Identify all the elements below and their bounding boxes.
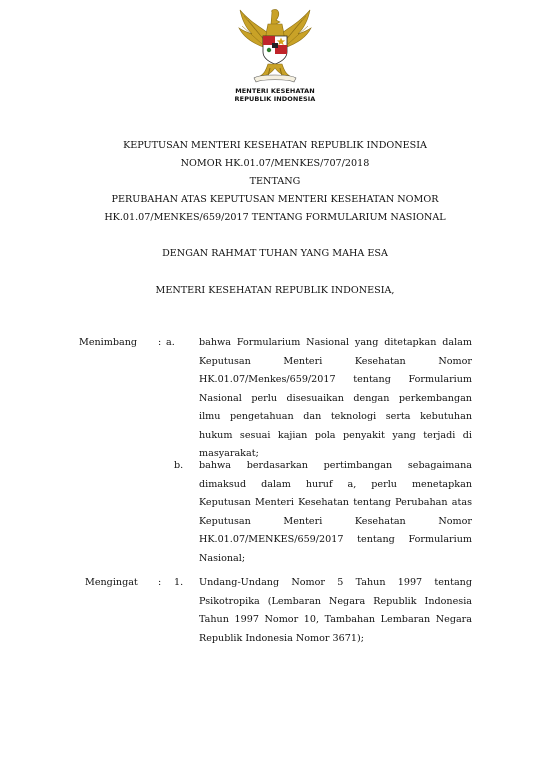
menimbang-item-a-marker: a. [166,337,175,348]
document-number: NOMOR HK.01.07/MENKES/707/2018 [180,158,370,169]
issuer-line: MENTERI KESEHATAN REPUBLIK INDONESIA, [155,285,395,296]
text-line: HK.01.07/MENKES/659/2017 tentang Formularium [199,534,472,545]
text-line: Republik Indonesia Nomor 3671); [199,632,364,644]
emblem-caption-line2: REPUBLIK INDONESIA [234,95,316,103]
text-line: HK.01.07/Menkes/659/2017 tentang Formularium [199,374,472,385]
mengingat-colon: : [158,577,162,588]
text-line: masyarakat; [199,448,259,459]
mengingat-item-1-text [199,577,472,651]
menimbang-colon: : [158,337,162,348]
mengingat-item-1-marker: 1. [174,577,184,588]
menimbang-item-a-text [199,337,472,467]
menimbang-item-b-marker: b. [174,460,184,471]
text-line: Undang-Undang Nomor 5 Tahun 1997 tentang [199,577,472,588]
text-line: Psikotropika (Lembaran Negara Republik Indonesia [199,595,472,607]
blessing-line: DENGAN RAHMAT TUHAN YANG MAHA ESA [162,248,388,259]
text-line: Keputusan Menteri Kesehatan Nomor [199,515,472,527]
menimbang-item-b-text [199,460,472,571]
document-subject-line2: HK.01.07/MENKES/659/2017 TENTANG FORMULARIUM NASIONAL [104,212,446,223]
text-line: Keputusan Menteri Kesehatan tentang Perubahan atas [199,497,472,508]
text-line: Tahun 1997 Nomor 10, Tambahan Lembaran Negara [199,614,472,625]
document-tentang: TENTANG [249,176,301,187]
text-line: Keputusan Menteri Kesehatan Nomor [199,355,472,367]
text-line: ilmu pengetahuan dan teknologi serta kebutuhan [199,411,472,422]
text-line: bahwa Formularium Nasional yang ditetapkan dalam [199,337,472,348]
garuda-pancasila-emblem-icon [236,6,314,88]
text-line: Nasional; [199,552,246,564]
document-subject-line1: PERUBAHAN ATAS KEPUTUSAN MENTERI KESEHATAN NOMOR [111,194,439,205]
text-line: bahwa berdasarkan pertimbangan sebagaimana [199,460,472,471]
text-line: dimaksud dalam huruf a, perlu menetapkan [199,478,472,490]
menimbang-label: Menimbang [79,337,138,348]
emblem-caption-line1: MENTERI KESEHATAN [235,87,315,95]
text-line: Nasional perlu disesuaikan dengan perkembangan [199,392,472,404]
mengingat-label: Mengingat [85,577,138,588]
text-line: hukum sesuai kajian pola penyakit yang terjadi di [199,429,472,441]
document-title-line1: KEPUTUSAN MENTERI KESEHATAN REPUBLIK INDONESIA [123,140,427,151]
